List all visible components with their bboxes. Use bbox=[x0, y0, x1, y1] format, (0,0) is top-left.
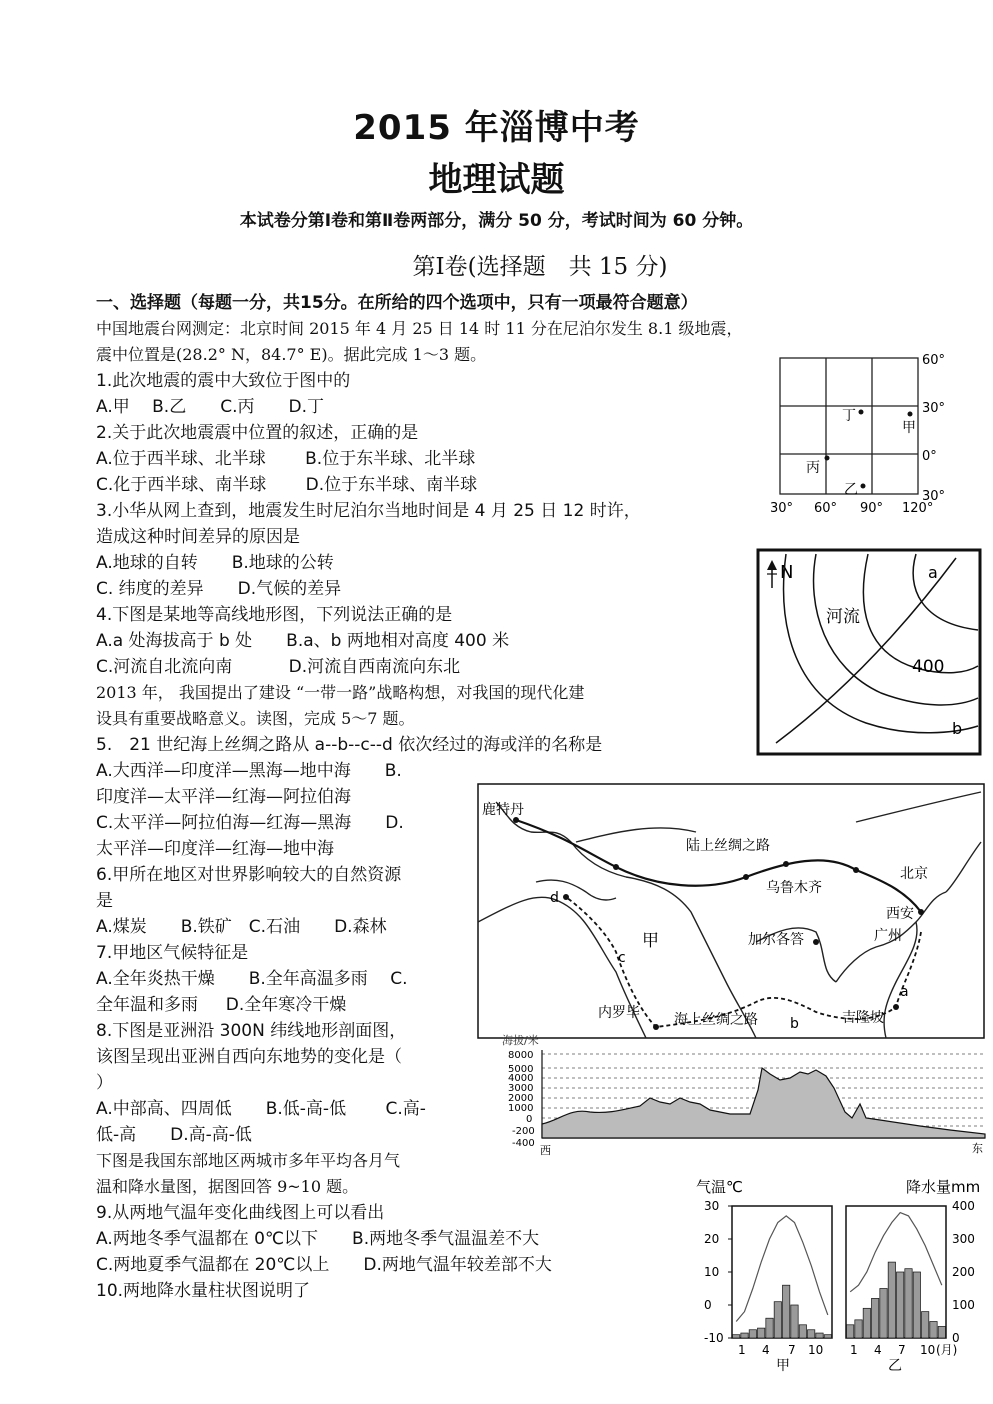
month-tick: 7 bbox=[788, 1343, 796, 1357]
precip-bar bbox=[938, 1326, 945, 1338]
temp-tick-label: 30 bbox=[704, 1199, 720, 1213]
precip-bar bbox=[872, 1298, 879, 1338]
precip-bar bbox=[816, 1333, 823, 1338]
precip-bar bbox=[808, 1330, 815, 1338]
city-b-label: 乙 bbox=[888, 1358, 902, 1372]
precip-bar bbox=[783, 1285, 790, 1338]
point-bing bbox=[825, 456, 830, 461]
precip-tick-label: 200 bbox=[952, 1265, 975, 1279]
month-tick: 4 bbox=[762, 1343, 770, 1357]
question-options: A.a 处海拔高于 b 处 B.a、b 两地相对高度 400 米 bbox=[96, 631, 510, 651]
month-tick: 4 bbox=[874, 1343, 882, 1357]
lat-lon-grid-figure bbox=[770, 350, 970, 520]
passage-line: 下图是我国东部地区两城市多年平均各月气 bbox=[96, 1151, 401, 1170]
lon-label: 30° bbox=[770, 501, 794, 516]
precip-bar bbox=[863, 1308, 870, 1338]
passage-line: 温和降水量图，据图回答 9~10 题。 bbox=[96, 1177, 359, 1196]
precip-axis-title: 降水量mm bbox=[906, 1178, 981, 1196]
temp-tick-label: 20 bbox=[704, 1232, 720, 1246]
question-7: 7.甲地区气候特征是 bbox=[96, 943, 249, 963]
chart-frame-jia bbox=[732, 1206, 832, 1338]
city-label: 北京 bbox=[900, 866, 928, 882]
profile-y-label: 3000 bbox=[508, 1083, 534, 1094]
profile-y-label: -200 bbox=[512, 1126, 535, 1137]
passage-line: 中国地震台网测定：北京时间 2015 年 4 月 25 日 14 时 11 分在尼泊尔发生 8.1 级地震， bbox=[96, 319, 743, 338]
exam-subtitle: 地理试题 bbox=[428, 160, 565, 200]
point-label: c bbox=[618, 950, 626, 966]
point-label: 丙 bbox=[806, 460, 820, 476]
point-jia bbox=[908, 412, 913, 417]
question-3: 3.小华从网上查到，地震发生时尼泊尔当地时间是 4 月 25 日 12 时许， bbox=[96, 501, 641, 521]
point-label: 乙 bbox=[844, 482, 858, 498]
question-options: 太平洋—印度洋—红海—地中海 bbox=[96, 839, 334, 859]
route-label: 陆上丝绸之路 bbox=[686, 838, 770, 854]
city-label: 吉隆坡 bbox=[842, 1010, 884, 1026]
question-options: C.化于西半球、南半球 D.位于东半球、南半球 bbox=[96, 475, 478, 495]
profile-east-label: 东 bbox=[972, 1142, 983, 1155]
precip-bar bbox=[922, 1312, 929, 1338]
profile-y-label: -400 bbox=[512, 1138, 535, 1149]
question-9: 9.从两地气温年变化曲线图上可以看出 bbox=[96, 1203, 385, 1223]
precip-tick-label: 300 bbox=[952, 1232, 975, 1246]
city-label: 西安 bbox=[886, 906, 914, 922]
precip-bar bbox=[791, 1305, 798, 1338]
precip-bar bbox=[913, 1272, 920, 1338]
precip-bar bbox=[824, 1335, 831, 1338]
point-label: b bbox=[790, 1016, 799, 1032]
question-options: A.全年炎热干燥 B.全年高温多雨 C. bbox=[96, 969, 408, 989]
profile-y-label: 2000 bbox=[508, 1093, 534, 1104]
question-options: C. 纬度的差异 D.气候的差异 bbox=[96, 579, 342, 599]
question-6-cont: 是 bbox=[96, 891, 113, 911]
section-heading: 第Ⅰ卷(选择题 共 15 分) bbox=[412, 254, 668, 280]
question-3-cont: 造成这种时间差异的原因是 bbox=[96, 527, 300, 547]
profile-y-label: 5000 bbox=[508, 1064, 534, 1075]
precip-bar bbox=[905, 1269, 912, 1338]
temp-tick-label: 0 bbox=[704, 1298, 712, 1312]
lon-label: 60° bbox=[814, 501, 838, 516]
passage-line: 设具有重要战略意义。读图，完成 5～7 题。 bbox=[96, 709, 415, 728]
month-tick: 7 bbox=[898, 1343, 906, 1357]
terrain-profile-area bbox=[542, 1068, 985, 1138]
passage-line: 2013 年， 我国提出了建设 “一带一路”战略构想，对我国的现代化建 bbox=[96, 683, 585, 702]
city-a-label: 甲 bbox=[776, 1358, 790, 1372]
lat-label: 60° bbox=[922, 353, 946, 368]
city-label: 广州 bbox=[874, 928, 902, 944]
lat-label: 30° bbox=[922, 401, 946, 416]
month-tick: 10 bbox=[808, 1343, 824, 1357]
temp-tick-label: 10 bbox=[704, 1265, 720, 1279]
chart-frame-yi bbox=[846, 1206, 946, 1338]
point-a-label: a bbox=[928, 563, 938, 582]
profile-y-label: 0 bbox=[526, 1114, 533, 1125]
precip-bar bbox=[758, 1328, 765, 1338]
question-2: 2.关于此次地震震中位置的叙述，正确的是 bbox=[96, 423, 419, 443]
month-tick: 1 bbox=[738, 1343, 746, 1357]
terrain-profile-figure bbox=[500, 1034, 990, 1158]
profile-y-label: 1000 bbox=[508, 1103, 534, 1114]
question-options: C.河流自北流向南 D.河流自西南流向东北 bbox=[96, 657, 461, 677]
question-options: 低-高 D.高-高-低 bbox=[96, 1125, 252, 1145]
precip-bar bbox=[897, 1272, 904, 1338]
passage-line: 震中位置是(28.2° N，84.7° E)。据此完成 1～3 题。 bbox=[96, 345, 487, 364]
city-label: 鹿特丹 bbox=[482, 802, 524, 818]
question-options: C.两地夏季气温都在 20℃以上 D.两地气温年较差部不大 bbox=[96, 1255, 552, 1275]
precip-bar bbox=[741, 1333, 748, 1338]
question-options: A.大西洋—印度洋—黑海—地中海 B. bbox=[96, 761, 402, 781]
point-label: 甲 bbox=[902, 420, 916, 436]
question-options: A.煤炭 B.铁矿 C.石油 D.森林 bbox=[96, 917, 387, 937]
question-10: 10.两地降水量柱状图说明了 bbox=[96, 1281, 311, 1301]
precip-bar bbox=[799, 1325, 806, 1338]
precip-bar bbox=[847, 1325, 854, 1338]
city-label: 内罗毕 bbox=[598, 1005, 640, 1021]
elevation-label: 400 bbox=[912, 657, 945, 677]
point-ding bbox=[859, 410, 864, 415]
north-label: N bbox=[780, 562, 794, 583]
lat-label: 0° bbox=[922, 449, 937, 464]
precip-tick-label: 400 bbox=[952, 1199, 975, 1213]
city-label: 加尔各答 bbox=[748, 932, 804, 948]
precip-bar bbox=[749, 1330, 756, 1338]
precip-tick-label: 100 bbox=[952, 1298, 975, 1312]
region-label: 甲 bbox=[642, 931, 659, 951]
month-unit: (月) bbox=[936, 1343, 958, 1357]
lon-label: 90° bbox=[860, 501, 884, 516]
exam-intro: 本试卷分第Ⅰ卷和第Ⅱ卷两部分，满分 50 分，考试时间为 60 分钟。 bbox=[239, 211, 754, 231]
profile-y-label: 4000 bbox=[508, 1073, 534, 1084]
precip-bar bbox=[880, 1289, 887, 1339]
question-options: 全年温和多雨 D.全年寒冷干燥 bbox=[96, 995, 347, 1015]
question-1: 1.此次地震的震中大致位于图中的 bbox=[96, 371, 351, 391]
precip-tick-label: 0 bbox=[952, 1331, 960, 1345]
profile-y-label: 8000 bbox=[508, 1050, 534, 1061]
precip-bar bbox=[733, 1335, 740, 1338]
month-tick: 1 bbox=[850, 1343, 858, 1357]
city-label: 乌鲁木齐 bbox=[766, 880, 822, 896]
month-tick: 10 bbox=[920, 1343, 936, 1357]
profile-west-label: 西 bbox=[540, 1144, 551, 1157]
point-label: a bbox=[900, 984, 909, 1000]
river-label: 河流 bbox=[826, 607, 860, 627]
temp-tick-label: -10 bbox=[704, 1331, 724, 1345]
point-label: 丁 bbox=[842, 408, 856, 424]
climate-charts-figure bbox=[690, 1172, 990, 1372]
silk-road-map-figure bbox=[476, 782, 988, 1042]
lat-label: 30° bbox=[922, 489, 946, 504]
question-options: A.地球的自转 B.地球的公转 bbox=[96, 553, 334, 573]
question-options: 印度洋—太平洋—红海—阿拉伯海 bbox=[96, 787, 351, 807]
precip-bar bbox=[888, 1262, 895, 1338]
question-8: 8.下图是亚洲沿 300N 纬线地形剖面图， bbox=[96, 1021, 407, 1041]
precip-bar bbox=[930, 1322, 937, 1339]
point-label: d bbox=[550, 890, 559, 906]
question-4: 4.下图是某地等高线地形图，下列说法正确的是 bbox=[96, 605, 453, 625]
temp-axis-title: 气温℃ bbox=[696, 1178, 743, 1196]
question-options: A.位于西半球、北半球 B.位于东半球、北半球 bbox=[96, 449, 476, 469]
question-options: A.甲 B.乙 C.丙 D.丁 bbox=[96, 397, 324, 417]
point-yi bbox=[861, 484, 866, 489]
point-b-label: b bbox=[952, 719, 963, 738]
precip-bar bbox=[774, 1302, 781, 1338]
question-8-cont: ） bbox=[96, 1073, 113, 1093]
question-options: C.太平洋—阿拉伯海—红海—黑海 D. bbox=[96, 813, 404, 833]
exam-title: 2015 年淄博中考 bbox=[353, 108, 640, 148]
lon-label: 120° bbox=[902, 501, 934, 516]
question-6: 6.甲所在地区对世界影响较大的自然资源 bbox=[96, 865, 402, 885]
question-options: A.中部高、四周低 B.低-高-低 C.高- bbox=[96, 1099, 426, 1119]
precip-bar bbox=[766, 1318, 773, 1338]
contour-map-figure bbox=[756, 548, 984, 758]
question-8-cont: 该图呈现出亚洲自西向东地势的变化是（ bbox=[96, 1047, 402, 1067]
instructions: 一、选择题（每题一分，共15分。在所给的四个选项中，只有一项最符合题意） bbox=[96, 293, 698, 313]
profile-axis-label: 海拔/米 bbox=[502, 1034, 539, 1047]
route-label: 海上丝绸之路 bbox=[674, 1012, 758, 1028]
question-options: A.两地冬季气温都在 0℃以下 B.两地冬季气温温差不大 bbox=[96, 1229, 540, 1249]
precip-bar bbox=[855, 1320, 862, 1338]
question-5: 5. 21 世纪海上丝绸之路从 a--b--c--d 依次经过的海或洋的名称是 bbox=[96, 735, 603, 755]
